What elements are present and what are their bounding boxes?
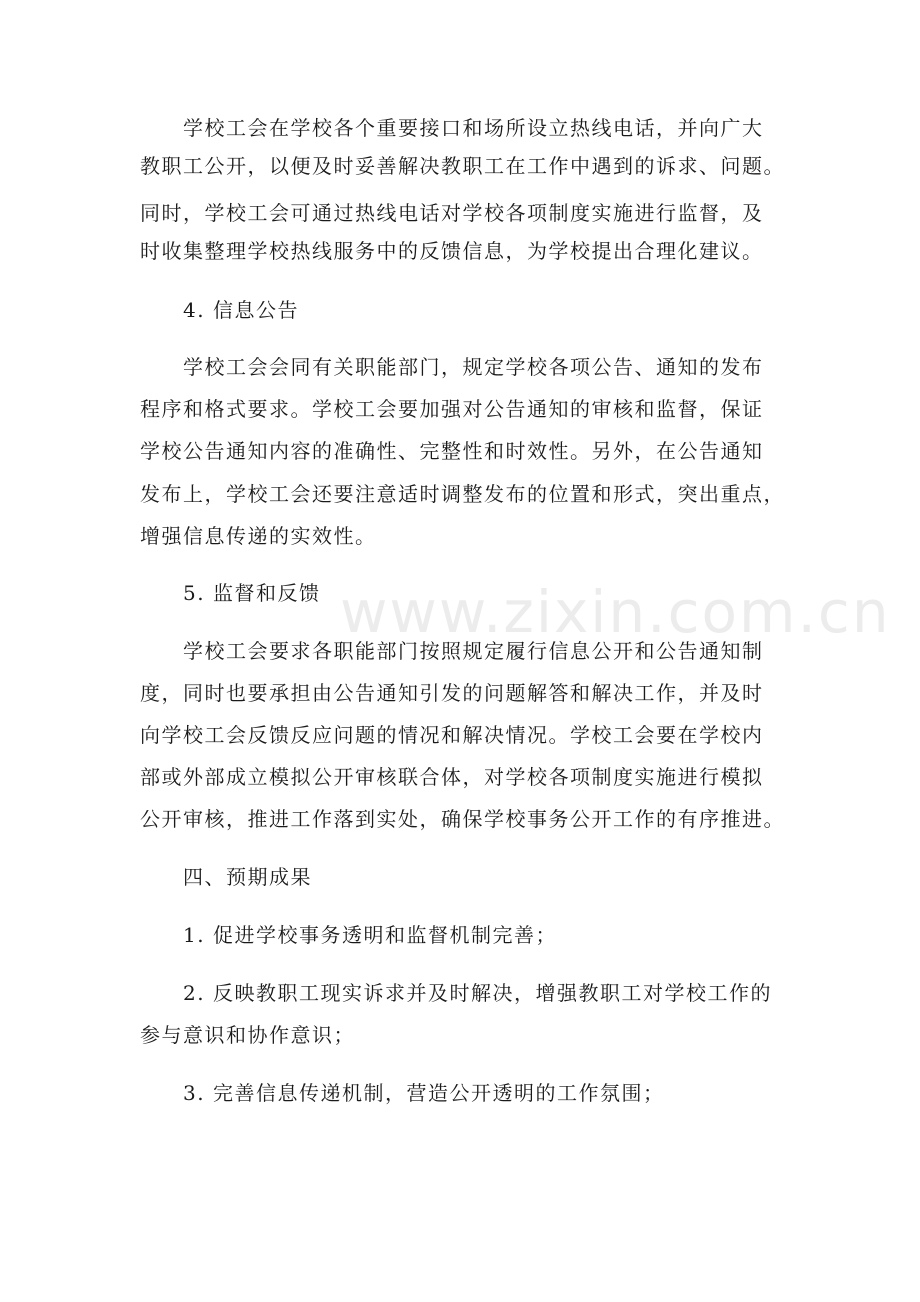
paragraph-line: 教职工公开，以便及时妥善解决教职工在工作中遇到的诉求、问题。 xyxy=(140,154,785,178)
paragraph-line: 同时，学校工会可通过热线电话对学校各项制度实施进行监督，及 xyxy=(140,201,764,225)
paragraph-line: 度，同时也要承担由公告通知引发的问题解答和解决工作，并及时 xyxy=(140,681,764,705)
list-item: 3. 完善信息传递机制，营造公开透明的工作氛围； xyxy=(183,1081,665,1105)
section-heading: 5. 监督和反馈 xyxy=(183,581,321,605)
section-heading: 四、预期成果 xyxy=(183,865,312,889)
list-item-continuation: 参与意识和协作意识； xyxy=(140,1023,355,1047)
list-item: 1. 促进学校事务透明和监督机制完善； xyxy=(183,923,557,947)
paragraph-line: 部或外部成立模拟公开审核联合体，对学校各项制度实施进行模拟 xyxy=(140,765,764,789)
paragraph-line: 时收集整理学校热线服务中的反馈信息，为学校提出合理化建议。 xyxy=(140,239,764,263)
paragraph-line: 学校公告通知内容的准确性、完整性和时效性。另外，在公告通知 xyxy=(140,439,764,463)
paragraph-line: 学校工会在学校各个重要接口和场所设立热线电话，并向广大 xyxy=(183,116,764,140)
paragraph-line: 学校工会会同有关职能部门，规定学校各项公告、通知的发布 xyxy=(183,355,764,379)
paragraph-line: 学校工会要求各职能部门按照规定履行信息公开和公告通知制 xyxy=(183,639,764,663)
section-heading: 4. 信息公告 xyxy=(183,298,299,322)
paragraph-line: 程序和格式要求。学校工会要加强对公告通知的审核和监督，保证 xyxy=(140,397,764,421)
paragraph-line: 公开审核，推进工作落到实处，确保学校事务公开工作的有序推进。 xyxy=(140,807,785,831)
paragraph-line: 增强信息传递的实效性。 xyxy=(140,524,377,548)
paragraph-line: 向学校工会反馈反应问题的情况和解决情况。学校工会要在学校内 xyxy=(140,723,764,747)
paragraph-line: 发布上，学校工会还要注意适时调整发布的位置和形式，突出重点， xyxy=(140,482,785,506)
list-item: 2. 反映教职工现实诉求并及时解决，增强教职工对学校工作的 xyxy=(183,981,772,1005)
watermark: www.zixin.com.cn xyxy=(340,578,891,646)
